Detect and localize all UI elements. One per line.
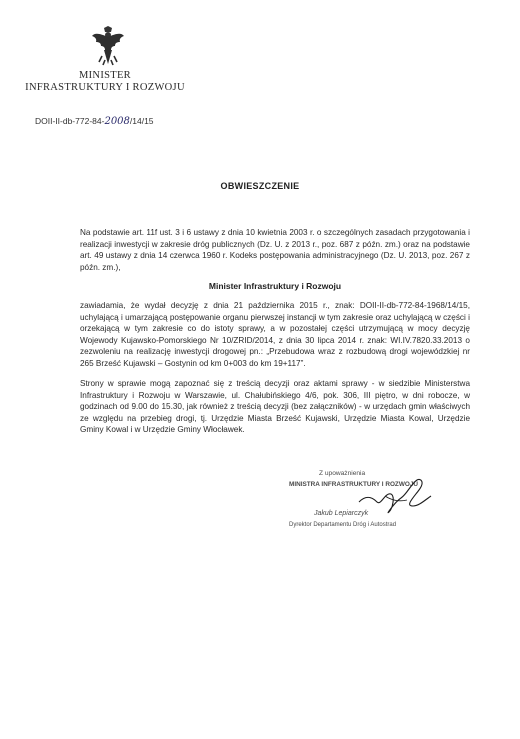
stamp-signatory-name: Jakub Lepiarczyk [314, 510, 369, 517]
reference-suffix: /14/15 [129, 116, 154, 126]
issuer-title: MINISTER [79, 70, 131, 81]
document-title: OBWIESZCZENIE [220, 181, 300, 191]
handwritten-signature-icon [355, 472, 435, 522]
minister-subtitle: Minister Infrastruktury i Rozwoju [208, 281, 342, 291]
issuer-ministry: INFRASTRUKTURY I ROZWOJU [25, 82, 185, 93]
reference-prefix: DOII-II-db-772-84- [35, 116, 105, 126]
signature-stamp [285, 470, 435, 538]
reference-number [35, 116, 154, 127]
access-info-paragraph: Strony w sprawie mogą zapoznać się z treścią decyzji oraz aktami sprawy - w siedzibie Ministerstwa Infrastruktury i Rozwoju w Warszawie, ul. Chałubińskiego 4/6, pok. 306, III piętro, w dni robocze, w godzinach od 9.00 do 15.30, jak również z treścią decyzji (bez załączników) - w urzędach gmin właściwych ze względu na przebieg drogi, tj. Urzędzie Miasta Brześć Kujawski, Urzędzie Miasta Kowal, Urzędzie Gminy Kowal i w Urzędzie Gminy Włocławek. [80, 379, 470, 435]
stamp-ministry: MINISTRA INFRASTRUKTURY I ROZWOJU [289, 481, 418, 488]
white-eagle-emblem-icon [91, 26, 125, 66]
stamp-signatory-role: Dyrektor Departamentu Dróg i Autostrad [289, 522, 397, 528]
stamp-authorization: Z upoważnienia [319, 470, 366, 477]
legal-basis-paragraph: Na podstawie art. 11f ust. 3 i 6 ustawy z dnia 10 kwietnia 2003 r. o szczególnych zasadach przygotowania i realizacji inwestycji w zakresie dróg publicznych (Dz. U. z 2013 r., poz. 687 z późn. zm.) oraz na podstawie art. 49 ustawy z dnia 14 czerwca 1960 r. Kodeks postępowania administracyjnego (Dz. U. 2013, poz. 267 z późn. zm.), [80, 228, 470, 272]
decision-paragraph: zawiadamia, że wydał decyzję z dnia 21 października 2015 r., znak: DOII-II-db-772-84-1968/14/15, uchylającą i umarzającą postępowanie organu pierwszej instancji w tym zakresie oraz uchylającą w części i orzekającą w tym zakresie co do istoty sprawy, a w pozostałej części utrzymującą w mocy decyzję Wojewody Kujawsko-Pomorskiego Nr 10/ZRID/2014, z dnia 30 lipca 2014 r. znak: WI.IV.7820.33.2013 o zezwoleniu na realizację inwestycji drogowej pn.: „Przebudowa wraz z rozbudową drogi wojewódzkiej nr 265 Brześć Kujawski – Gostynin od km 0+003 do km 19+117”. [80, 301, 470, 368]
reference-handwritten: 2008 [104, 116, 130, 127]
